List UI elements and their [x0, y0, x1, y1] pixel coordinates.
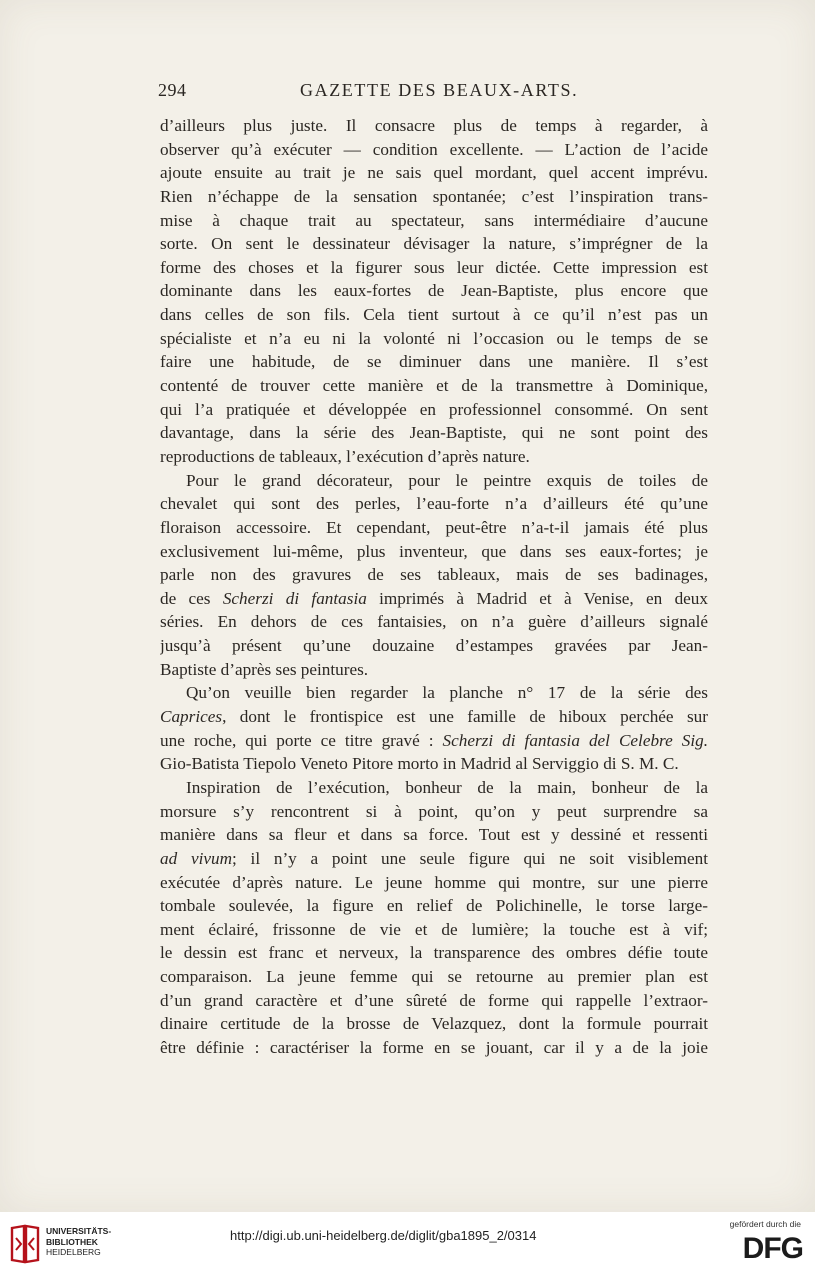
text-line: Baptiste d’après ses peintures. [160, 659, 369, 679]
text-line: Qu’on veuille bien regarder la planche n° 17 de la série des [186, 683, 708, 703]
running-head [158, 80, 714, 106]
text-line: de ces Scherzi di fantasia imprimés à Madrid et à Venise, en deux [160, 588, 708, 608]
text-line: séries. En dehors de ces fantaisies, on n’a guère d’ailleurs signalé [160, 612, 708, 632]
text-line: parle non des gravures de ses tableaux, mais de ses badinages, [160, 565, 708, 585]
text-line: le dessin est franc et nerveux, la transparence des ombres défie toute [160, 943, 708, 963]
text-line: d’un grand caractère et d’une sûreté de forme qui rappelle l’extraor- [160, 990, 708, 1010]
dfg-logo: DFG [742, 1232, 803, 1265]
text-line: floraison accessoire. Et cependant, peut-être n’a-t-il jamais été plus [160, 517, 708, 537]
text-line: sorte. On sent le dessinateur dévisager la nature, s’imprégner de la [160, 234, 708, 254]
text-line: exclusivement lui-même, plus inventeur, que dans ses eaux-fortes; je [160, 541, 708, 561]
funder-caption: gefördert durch die [729, 1219, 801, 1229]
text-line: être définie : caractériser la forme en se jouant, car il y a de la joie [160, 1037, 708, 1057]
permalink-url[interactable]: http://digi.ub.uni-heidelberg.de/diglit/gba1895_2/0314 [230, 1228, 537, 1243]
text-line: chevalet qui sont des perles, l’eau-forte n’a d’ailleurs été qu’une [160, 494, 708, 514]
text-line: qui l’a pratiquée et développée en professionnel consommé. On sent [160, 399, 708, 419]
text-line: Rien n’échappe de la sensation spontanée; c’est l’inspiration trans- [160, 186, 708, 206]
text-line: une roche, qui porte ce titre gravé : Scherzi di fantasia del Celebre Sig. [160, 730, 708, 750]
university-library-name: UNIVERSITÄTS- BIBLIOTHEK HEIDELBERG [46, 1226, 112, 1257]
text-line: dans celles de son fils. Cela tient surtout à ce qu’il n’est pas un [160, 305, 708, 325]
text-line: jusqu’à présent qu’une douzaine d’estampes gravées par Jean- [160, 636, 708, 656]
text-line: Caprices, dont le frontispice est une famille de hiboux perchée sur [160, 707, 708, 727]
text-line: Inspiration de l’exécution, bonheur de la main, bonheur de la [186, 777, 708, 797]
text-line: ajoute ensuite au trait je ne sais quel mordant, quel accent imprévu. [160, 163, 708, 183]
text-line: observer qu’à exécuter — condition excellente. — L’action de l’acide [160, 139, 708, 159]
text-line: d’ailleurs plus juste. Il consacre plus de temps à regarder, à [160, 116, 708, 135]
text-line: Pour le grand décorateur, pour le peintre exquis de toiles de [186, 470, 708, 490]
text-line: manière dans sa fleur et dans sa force. Tout est y dessiné et ressenti [160, 825, 708, 845]
text-line: ment éclairé, frissonne de vie et de lumière; la touche est à vif; [160, 919, 708, 939]
text-line: mise à chaque trait au spectateur, sans intermédiaire d’aucune [160, 210, 708, 230]
text-line: Gio-Batista Tiepolo Veneto Pitore morto in Madrid al Serviggio di S. M. C. [160, 754, 679, 774]
viewer-footer [0, 1212, 815, 1272]
journal-title: GAZETTE DES BEAUX-ARTS. [300, 80, 579, 100]
text-line: dominante dans les eaux-fortes de Jean-Baptiste, plus encore que [160, 281, 708, 301]
text-line: davantage, dans la série des Jean-Baptiste, qui ne sont point des [160, 423, 708, 443]
text-line: spécialiste et n’a eu ni la volonté ni l’occasion ou le temps de se [160, 328, 708, 348]
text-line: forme des choses et la figurer sous leur dictée. Cette impression est [160, 257, 708, 277]
body-text [160, 114, 708, 1060]
page-number: 294 [158, 80, 187, 100]
text-line: faire une habitude, de se diminuer dans une manière. Il s’est [160, 352, 708, 372]
text-line: comparaison. La jeune femme qui se retourne au premier plan est [160, 967, 708, 987]
text-line: reproductions de tableaux, l’exécution d’après nature. [160, 446, 530, 466]
text-line: dinaire certitude de la brosse de Velazquez, dont la formule pourrait [160, 1014, 708, 1034]
text-line: morsure s’y rencontrent si à point, qu’on y peut surprendre sa [160, 801, 708, 821]
text-line: tombale soulevée, la figure en relief de Polichinelle, le torse large- [160, 896, 708, 916]
text-line: contenté de trouver cette manière et de la transmettre à Dominique, [160, 376, 708, 396]
university-library-logo-icon [8, 1224, 42, 1264]
text-line: ad vivum; il n’y a point une seule figure qui ne soit visiblement [160, 848, 708, 868]
text-line: exécutée d’après nature. Le jeune homme qui montre, sur une pierre [160, 872, 708, 892]
